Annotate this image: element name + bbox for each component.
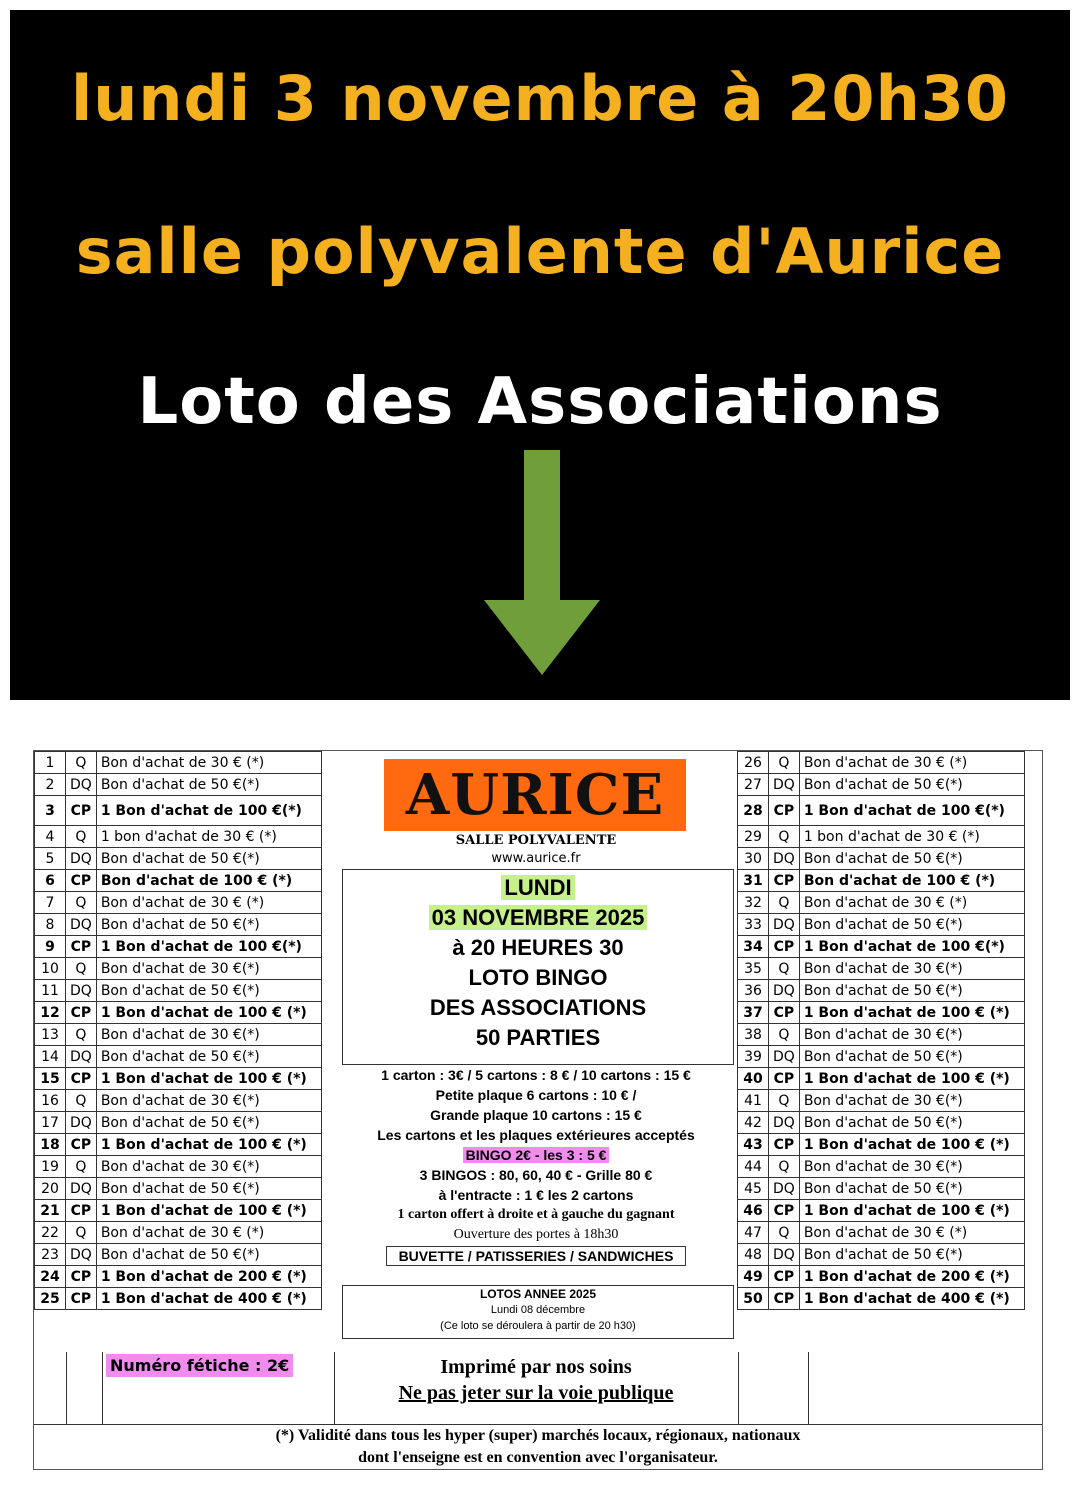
prize-row	[738, 1024, 1025, 1046]
prize-type: CP	[66, 1068, 97, 1090]
prize-row	[738, 1222, 1025, 1244]
prize-label: Bon d'achat de 50 €(*)	[799, 774, 1024, 796]
flyer	[33, 750, 1043, 1470]
price-line: Les cartons et les plaques extérieures acceptés	[377, 1127, 695, 1143]
prize-number: 7	[35, 892, 66, 914]
down-arrow-icon	[482, 450, 602, 680]
ouverture-line: Ouverture des portes à 18h30	[453, 1227, 619, 1242]
prize-label: 1 bon d'achat de 30 € (*)	[799, 826, 1024, 848]
prize-row	[738, 870, 1025, 892]
prize-label: 1 Bon d'achat de 100 €(*)	[799, 796, 1024, 826]
column-divider	[738, 1352, 739, 1424]
prize-label: Bon d'achat de 30 € (*)	[96, 752, 321, 774]
prize-label: Bon d'achat de 30 €(*)	[799, 1156, 1024, 1178]
prize-label: Bon d'achat de 50 €(*)	[799, 1244, 1024, 1266]
prize-type: DQ	[769, 1112, 800, 1134]
prize-row	[738, 1046, 1025, 1068]
event-box	[342, 869, 734, 1065]
prize-number: 2	[35, 774, 66, 796]
prize-row	[35, 1002, 322, 1024]
prize-number: 42	[738, 1112, 769, 1134]
footer-note	[34, 1424, 1042, 1471]
prize-number: 43	[738, 1134, 769, 1156]
prize-number: 28	[738, 796, 769, 826]
prize-type: Q	[66, 1024, 97, 1046]
prize-number: 49	[738, 1266, 769, 1288]
prize-row	[35, 892, 322, 914]
prize-label: 1 bon d'achat de 30 € (*)	[96, 826, 321, 848]
prize-type: DQ	[66, 1244, 97, 1266]
prize-number: 30	[738, 848, 769, 870]
prize-type: CP	[769, 1200, 800, 1222]
prize-label: Bon d'achat de 30 €(*)	[799, 1090, 1024, 1112]
print-notice	[334, 1354, 738, 1406]
prize-row	[738, 848, 1025, 870]
prize-label: Bon d'achat de 30 € (*)	[96, 892, 321, 914]
prize-number: 24	[35, 1266, 66, 1288]
prize-number: 37	[738, 1002, 769, 1024]
prize-number: 22	[35, 1222, 66, 1244]
prize-label: 1 Bon d'achat de 100 € (*)	[799, 1200, 1024, 1222]
prize-label: Bon d'achat de 50 €(*)	[799, 1178, 1024, 1200]
bingos-line: 3 BINGOS : 80, 60, 40 € - Grille 80 €	[419, 1167, 653, 1183]
prize-type: DQ	[769, 980, 800, 1002]
prize-row	[35, 826, 322, 848]
prize-type: DQ	[66, 1178, 97, 1200]
prize-type: CP	[66, 1200, 97, 1222]
prize-label: Bon d'achat de 50 €(*)	[96, 1112, 321, 1134]
prize-number: 14	[35, 1046, 66, 1068]
prize-row	[738, 1002, 1025, 1024]
prize-label: Bon d'achat de 30 € (*)	[96, 1222, 321, 1244]
prize-type: DQ	[66, 848, 97, 870]
prize-row	[738, 1178, 1025, 1200]
prize-row	[35, 1134, 322, 1156]
prize-label: 1 Bon d'achat de 100 € (*)	[96, 1200, 321, 1222]
event-parties: 50 PARTIES	[475, 1025, 601, 1050]
imprime-line: Imprimé par nos soins	[440, 1356, 632, 1378]
prize-number: 29	[738, 826, 769, 848]
event-name-2: DES ASSOCIATIONS	[429, 995, 647, 1020]
prize-label: Bon d'achat de 30 €(*)	[799, 1024, 1024, 1046]
prize-number: 8	[35, 914, 66, 936]
prize-row	[738, 892, 1025, 914]
prize-number: 19	[35, 1156, 66, 1178]
prize-label: Bon d'achat de 50 €(*)	[799, 914, 1024, 936]
prize-label: Bon d'achat de 50 €(*)	[96, 1046, 321, 1068]
prize-label: 1 Bon d'achat de 100 €(*)	[96, 936, 321, 958]
prize-type: CP	[769, 1134, 800, 1156]
prize-row	[738, 1288, 1025, 1310]
prize-type: DQ	[769, 914, 800, 936]
prize-row	[35, 1046, 322, 1068]
prize-label: 1 Bon d'achat de 400 € (*)	[96, 1288, 321, 1310]
column-divider	[66, 1352, 67, 1424]
prize-type: Q	[769, 1222, 800, 1244]
prize-number: 33	[738, 914, 769, 936]
prize-type: CP	[66, 796, 97, 826]
prize-type: CP	[769, 1002, 800, 1024]
prize-number: 21	[35, 1200, 66, 1222]
prize-label: Bon d'achat de 30 €(*)	[96, 1024, 321, 1046]
prize-type: CP	[769, 870, 800, 892]
prize-number: 34	[738, 936, 769, 958]
event-date: 03 NOVEMBRE 2025	[429, 905, 648, 930]
website-link[interactable]: www.aurice.fr	[491, 851, 581, 866]
column-divider	[808, 1352, 809, 1424]
prize-row	[35, 796, 322, 826]
prize-number: 10	[35, 958, 66, 980]
prize-type: CP	[66, 1288, 97, 1310]
prize-number: 41	[738, 1090, 769, 1112]
prize-row	[738, 958, 1025, 980]
prize-row	[738, 752, 1025, 774]
prize-number: 40	[738, 1068, 769, 1090]
prize-type: CP	[66, 1266, 97, 1288]
prize-type: Q	[66, 1222, 97, 1244]
entracte-line: à l'entracte : 1 € les 2 cartons	[438, 1187, 634, 1203]
prize-row	[738, 796, 1025, 826]
prize-label: 1 Bon d'achat de 100 € (*)	[799, 1068, 1024, 1090]
prize-label: 1 Bon d'achat de 200 € (*)	[799, 1266, 1024, 1288]
prize-row	[35, 1024, 322, 1046]
prize-number: 23	[35, 1244, 66, 1266]
prize-label: 1 Bon d'achat de 100 € (*)	[96, 1002, 321, 1024]
prize-label: Bon d'achat de 30 € (*)	[799, 1222, 1024, 1244]
prize-row	[738, 774, 1025, 796]
prize-label: Bon d'achat de 50 €(*)	[799, 1112, 1024, 1134]
prize-label: Bon d'achat de 30 € (*)	[799, 752, 1024, 774]
prize-row	[738, 1068, 1025, 1090]
prize-label: 1 Bon d'achat de 100 € (*)	[799, 1134, 1024, 1156]
buvette-label: BUVETTE / PATISSERIES / SANDWICHES	[386, 1246, 687, 1266]
prize-number: 50	[738, 1288, 769, 1310]
prize-type: CP	[66, 1134, 97, 1156]
prize-number: 1	[35, 752, 66, 774]
prize-label: Bon d'achat de 50 €(*)	[96, 1244, 321, 1266]
banner-venue: salle polyvalente d'Aurice	[75, 215, 1005, 288]
price-line: Petite plaque 6 cartons : 10 € /	[435, 1087, 637, 1103]
lotos-box	[342, 1285, 734, 1339]
prize-row	[738, 1156, 1025, 1178]
prize-number: 38	[738, 1024, 769, 1046]
prize-type: CP	[66, 936, 97, 958]
prize-row	[35, 936, 322, 958]
prize-type: DQ	[769, 774, 800, 796]
prize-number: 15	[35, 1068, 66, 1090]
prize-number: 11	[35, 980, 66, 1002]
prize-number: 46	[738, 1200, 769, 1222]
prize-type: CP	[66, 870, 97, 892]
prize-row	[738, 826, 1025, 848]
prize-label: Bon d'achat de 100 € (*)	[96, 870, 321, 892]
prize-row	[35, 958, 322, 980]
prize-type: CP	[66, 1002, 97, 1024]
prize-type: Q	[66, 1090, 97, 1112]
venue-label: SALLE POLYVALENTE	[455, 833, 617, 848]
offert-line: 1 carton offert à droite et à gauche du gagnant	[397, 1207, 675, 1222]
prize-number: 31	[738, 870, 769, 892]
prize-label: 1 Bon d'achat de 100 € (*)	[96, 1068, 321, 1090]
prize-label: 1 Bon d'achat de 100 €(*)	[799, 936, 1024, 958]
prize-number: 16	[35, 1090, 66, 1112]
prize-row	[35, 1244, 322, 1266]
prize-label: Bon d'achat de 50 €(*)	[799, 1046, 1024, 1068]
prize-row	[738, 1134, 1025, 1156]
prize-label: 1 Bon d'achat de 100 € (*)	[799, 1002, 1024, 1024]
prize-row	[35, 1222, 322, 1244]
prize-row	[35, 1112, 322, 1134]
prize-number: 12	[35, 1002, 66, 1024]
prize-type: DQ	[769, 1046, 800, 1068]
prize-row	[738, 914, 1025, 936]
prize-type: Q	[769, 752, 800, 774]
prize-row	[738, 1090, 1025, 1112]
prize-row	[35, 1200, 322, 1222]
prize-type: Q	[66, 1156, 97, 1178]
prize-type: CP	[769, 796, 800, 826]
prize-type: Q	[769, 1156, 800, 1178]
prize-number: 13	[35, 1024, 66, 1046]
banner-title: Loto des Associations	[137, 365, 943, 439]
prize-label: Bon d'achat de 50 €(*)	[96, 774, 321, 796]
event-time: à 20 HEURES 30	[452, 935, 624, 960]
prize-number: 17	[35, 1112, 66, 1134]
prize-label: Bon d'achat de 50 €(*)	[799, 848, 1024, 870]
prize-number: 6	[35, 870, 66, 892]
lotos-title: LOTOS ANNEE 2025	[479, 1287, 597, 1301]
prize-label: Bon d'achat de 50 €(*)	[96, 980, 321, 1002]
prize-number: 18	[35, 1134, 66, 1156]
prize-type: Q	[66, 958, 97, 980]
prize-row	[738, 980, 1025, 1002]
aurice-logo: AURICE	[384, 759, 686, 831]
prize-label: Bon d'achat de 50 €(*)	[799, 980, 1024, 1002]
pricing-info	[334, 1065, 738, 1266]
price-line: 1 carton : 3€ / 5 cartons : 8 € / 10 cartons : 15 €	[381, 1067, 691, 1083]
prize-type: Q	[66, 892, 97, 914]
prize-row	[35, 1288, 322, 1310]
prize-type: Q	[769, 1024, 800, 1046]
prize-number: 26	[738, 752, 769, 774]
prize-number: 32	[738, 892, 769, 914]
prize-type: CP	[769, 1266, 800, 1288]
prize-number: 9	[35, 936, 66, 958]
prize-type: Q	[769, 892, 800, 914]
prize-label: Bon d'achat de 30 € (*)	[799, 892, 1024, 914]
prize-label: Bon d'achat de 100 € (*)	[799, 870, 1024, 892]
banner-date: lundi 3 novembre à 20h30	[71, 62, 1009, 135]
prize-label: Bon d'achat de 50 €(*)	[96, 1178, 321, 1200]
column-divider	[102, 1352, 103, 1424]
prize-type: Q	[66, 752, 97, 774]
price-line: Grande plaque 10 cartons : 15 €	[430, 1107, 642, 1123]
prize-row	[738, 1244, 1025, 1266]
prize-type: Q	[769, 826, 800, 848]
prize-type: CP	[769, 936, 800, 958]
prize-table-left	[34, 751, 322, 1310]
prize-type: Q	[769, 1090, 800, 1112]
prize-number: 20	[35, 1178, 66, 1200]
prize-type: DQ	[769, 1178, 800, 1200]
prize-number: 39	[738, 1046, 769, 1068]
prize-row	[738, 1200, 1025, 1222]
event-day: LUNDI	[501, 875, 574, 900]
event-name-1: LOTO BINGO	[468, 965, 608, 990]
prize-row	[35, 980, 322, 1002]
prize-type: CP	[769, 1288, 800, 1310]
prize-number: 4	[35, 826, 66, 848]
prize-row	[35, 870, 322, 892]
prize-type: DQ	[66, 774, 97, 796]
prize-number: 44	[738, 1156, 769, 1178]
prize-type: DQ	[66, 914, 97, 936]
prize-row	[35, 1266, 322, 1288]
prize-label: Bon d'achat de 50 €(*)	[96, 914, 321, 936]
prize-type: DQ	[66, 1112, 97, 1134]
prize-type: DQ	[769, 848, 800, 870]
prize-row	[35, 914, 322, 936]
prize-row	[738, 1266, 1025, 1288]
prize-type: CP	[769, 1068, 800, 1090]
prize-number: 27	[738, 774, 769, 796]
prize-number: 5	[35, 848, 66, 870]
prize-label: 1 Bon d'achat de 100 €(*)	[96, 796, 321, 826]
prize-label: Bon d'achat de 50 €(*)	[96, 848, 321, 870]
footer-line-2: dont l'enseigne est en convention avec l'organisateur.	[358, 1449, 718, 1466]
prize-row	[35, 1178, 322, 1200]
lotos-note: (Ce loto se déroulera à partir de 20 h30)	[440, 1320, 636, 1332]
banner	[10, 10, 1070, 700]
prize-row	[35, 752, 322, 774]
footer-line-1: (*) Validité dans tous les hyper (super) marchés locaux, régionaux, nationaux	[275, 1427, 801, 1444]
prize-label: Bon d'achat de 30 €(*)	[96, 1090, 321, 1112]
prize-number: 25	[35, 1288, 66, 1310]
numero-fetiche: Numéro fétiche : 2€	[106, 1354, 293, 1377]
prize-number: 36	[738, 980, 769, 1002]
prize-label: Bon d'achat de 30 €(*)	[96, 1156, 321, 1178]
prize-label: 1 Bon d'achat de 400 € (*)	[799, 1288, 1024, 1310]
prize-number: 3	[35, 796, 66, 826]
prize-number: 48	[738, 1244, 769, 1266]
prize-row	[35, 1068, 322, 1090]
prize-row	[35, 1156, 322, 1178]
prize-number: 47	[738, 1222, 769, 1244]
prize-number: 45	[738, 1178, 769, 1200]
prize-type: Q	[769, 958, 800, 980]
prize-row	[35, 774, 322, 796]
prize-label: Bon d'achat de 30 €(*)	[96, 958, 321, 980]
prize-type: Q	[66, 826, 97, 848]
prize-table-right	[737, 751, 1025, 1310]
prize-type: DQ	[769, 1244, 800, 1266]
bingo-price: BINGO 2€ - les 3 : 5 €	[463, 1147, 610, 1163]
prize-label: 1 Bon d'achat de 100 € (*)	[96, 1134, 321, 1156]
prize-row	[738, 936, 1025, 958]
prize-row	[35, 848, 322, 870]
prize-row	[738, 1112, 1025, 1134]
prize-row	[35, 1090, 322, 1112]
prize-type: DQ	[66, 1046, 97, 1068]
prize-type: DQ	[66, 980, 97, 1002]
lotos-date: Lundi 08 décembre	[490, 1304, 586, 1316]
prize-number: 35	[738, 958, 769, 980]
prize-label: 1 Bon d'achat de 200 € (*)	[96, 1266, 321, 1288]
prize-label: Bon d'achat de 30 €(*)	[799, 958, 1024, 980]
jeter-line: Ne pas jeter sur la voie publique	[398, 1382, 674, 1404]
